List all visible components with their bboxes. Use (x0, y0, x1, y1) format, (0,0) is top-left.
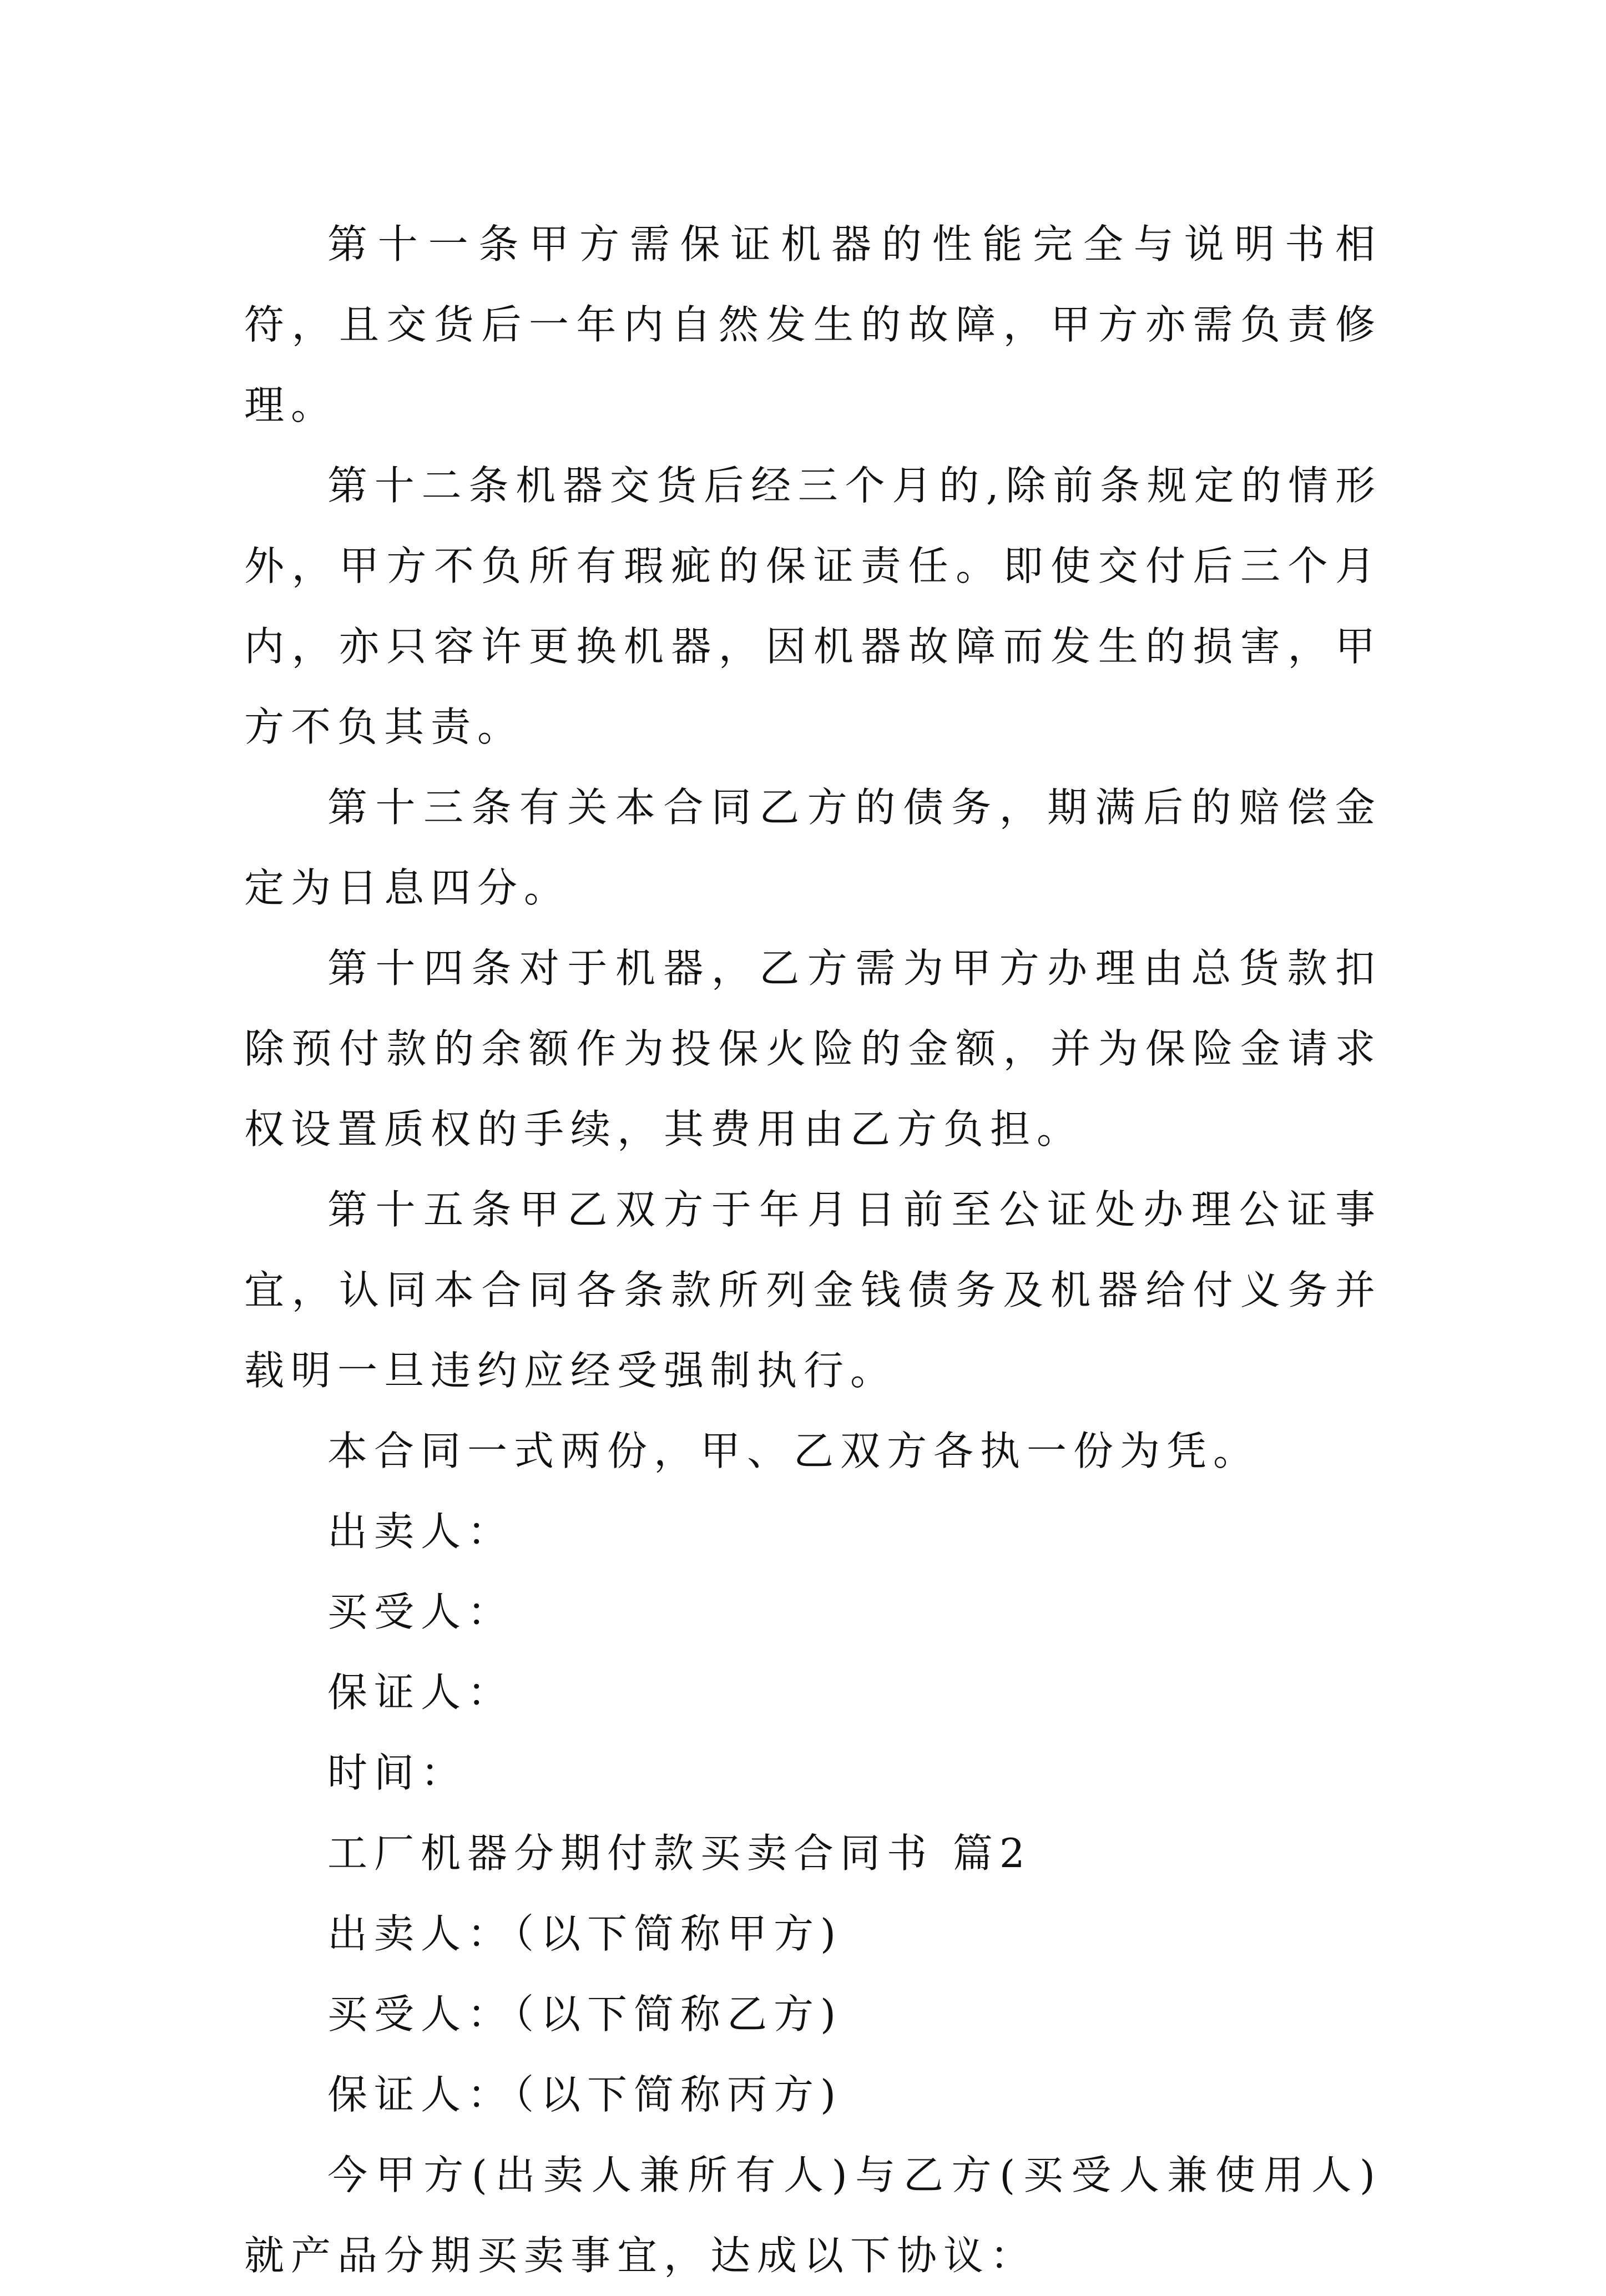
clause-14: 第十四条对于机器，乙方需为甲方办理由总货款扣除预付款的余额作为投保火险的金额，并为保险金请求权设置质权的手续，其费用由乙方负担。 (244, 945, 1382, 1152)
signature-seller: 出卖人： (327, 1508, 514, 1555)
clause-13: 第十三条有关本合同乙方的债务，期满后的赔偿金定为日息四分。 (244, 784, 1382, 911)
party-seller: 出卖人：（以下简称甲方) (327, 1910, 843, 1957)
signature-guarantor: 保证人： (327, 1669, 514, 1716)
document-body (244, 204, 1382, 2296)
party-buyer: 买受人：（以下简称乙方) (327, 1991, 843, 2037)
clause-11: 第十一条甲方需保证机器的性能完全与说明书相符，且交货后一年内自然发生的故障，甲方亦需负责修理。 (244, 221, 1382, 428)
clause-12: 第十二条机器交货后经三个月的,除前条规定的情形外，甲方不负所有瑕疵的保证责任。即使交付后三个月内，亦只容许更换机器，因机器故障而发生的损害，甲方不负其责。 (244, 462, 1382, 750)
intro-paragraph: 今甲方(出卖人兼所有人)与乙方(买受人兼使用人)就产品分期买卖事宜，达成以下协议： (244, 2152, 1382, 2279)
signature-buyer: 买受人： (327, 1589, 514, 1635)
party-guarantor: 保证人：（以下简称丙方) (327, 2071, 843, 2118)
section-title: 工厂机器分期付款买卖合同书 篇2 (327, 1830, 1032, 1877)
signature-date: 时间： (327, 1749, 468, 1796)
copies-note: 本合同一式两份，甲、乙双方各执一份为凭。 (327, 1428, 1260, 1474)
clause-15: 第十五条甲乙双方于年月日前至公证处办理公证事宜，认同本合同各条款所列金钱债务及机器给付义务并载明一旦违约应经受强制执行。 (244, 1186, 1382, 1394)
